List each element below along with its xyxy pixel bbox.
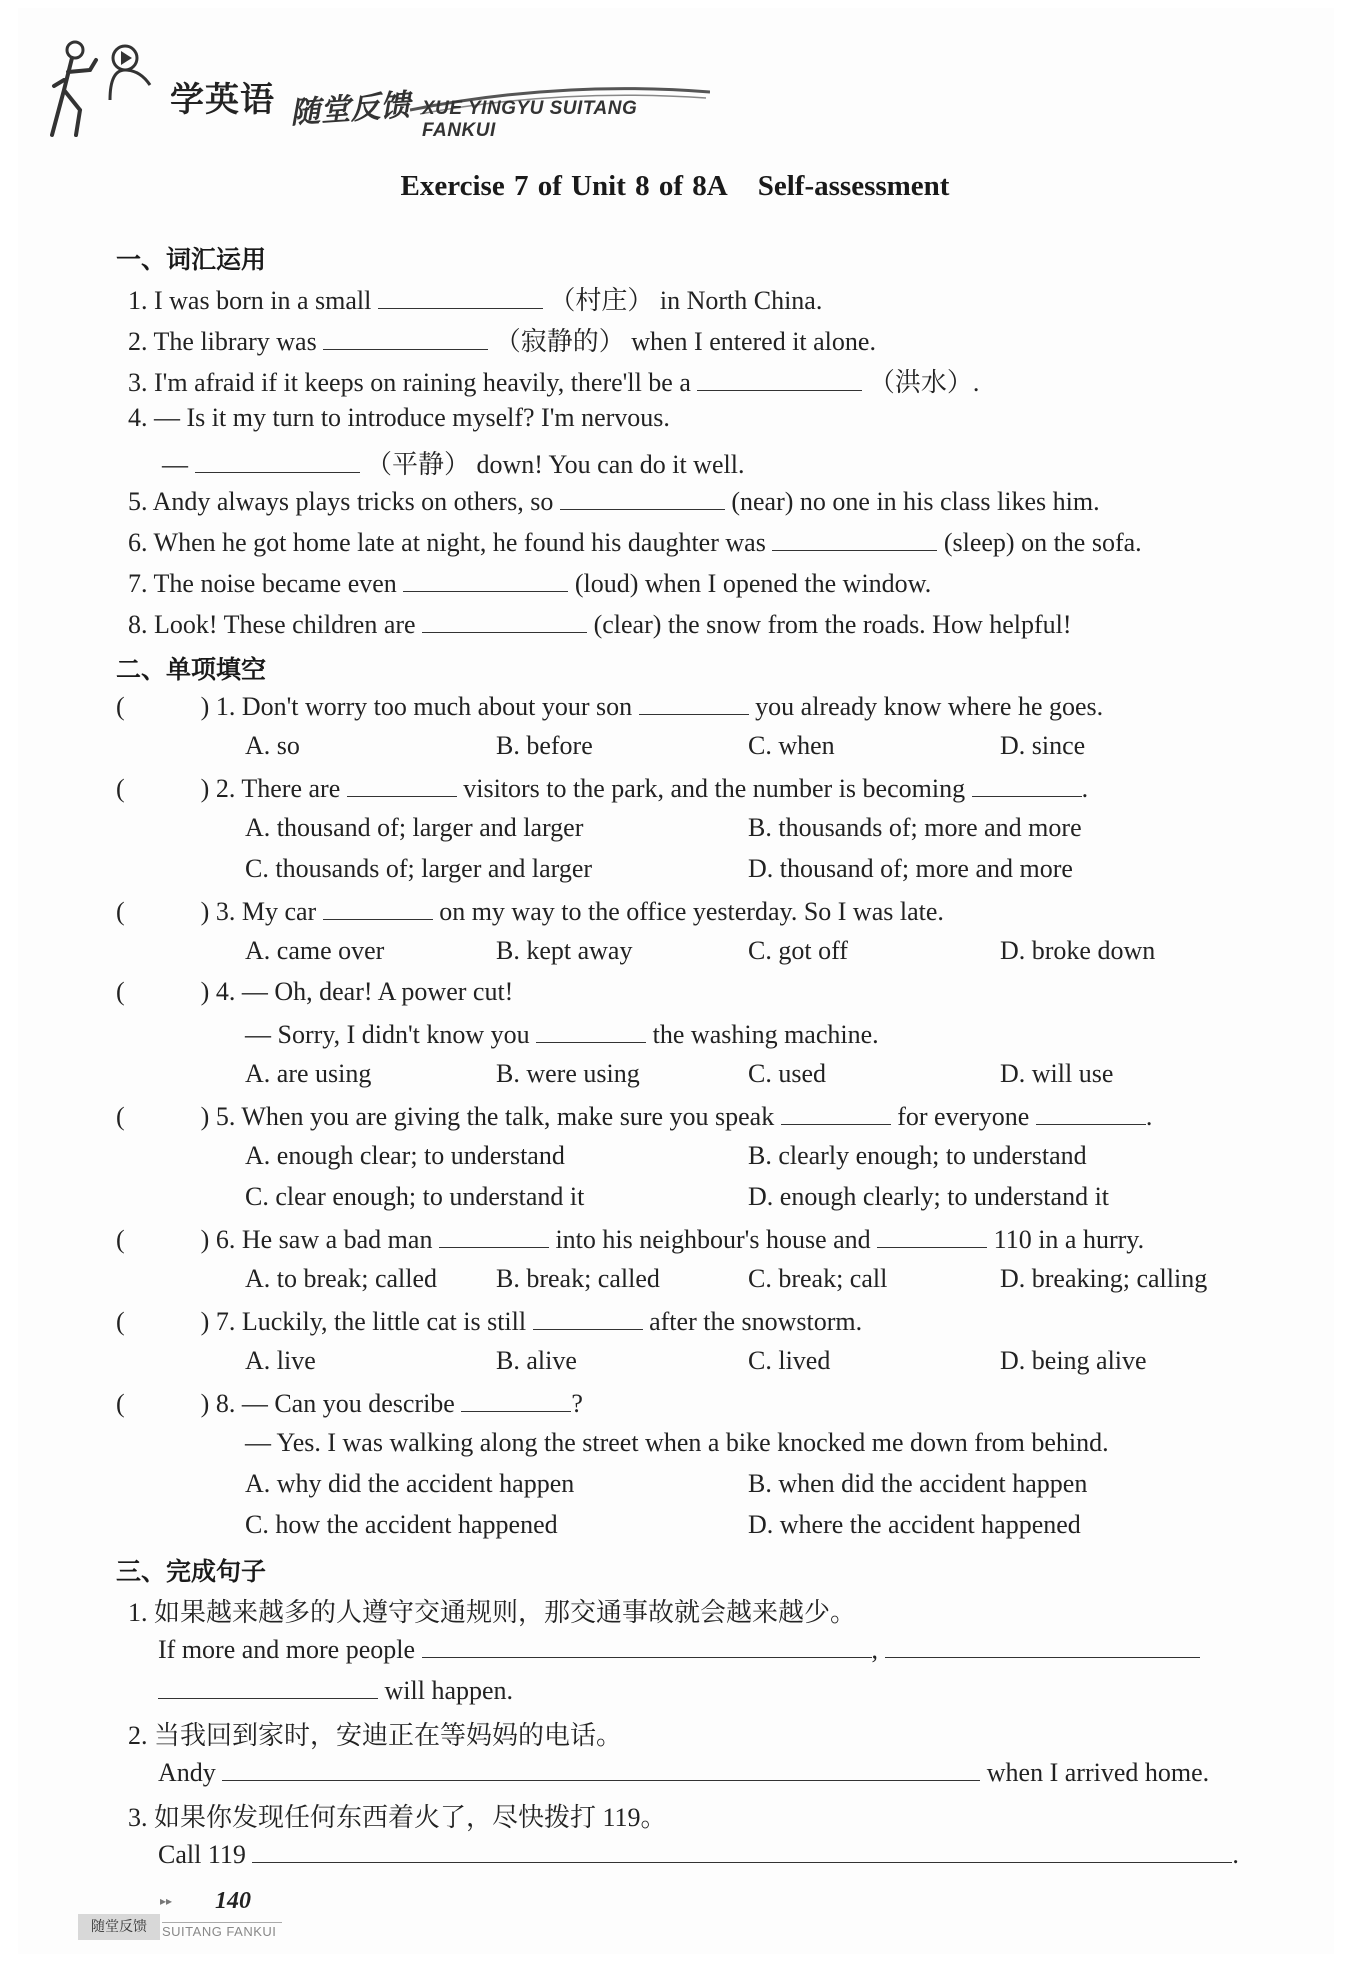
answer-blank[interactable] — [403, 567, 568, 592]
q4-option-c[interactable]: C. used — [748, 1059, 826, 1088]
mc-question-2 — [116, 772, 1088, 804]
s1-item-4-dash: — — [162, 450, 188, 479]
logo-chinese-title: 学英语 — [170, 80, 275, 120]
answer-blank[interactable] — [697, 366, 862, 391]
s1-item-4-reply — [162, 444, 744, 481]
answer-blank[interactable] — [772, 526, 937, 551]
q1-option-c[interactable]: C. when — [748, 731, 835, 760]
s3-s3-suffix: . — [1232, 1840, 1239, 1869]
q2-stem-mid: visitors to the park, and the number is becoming — [463, 774, 966, 803]
q6-option-b[interactable]: B. break; called — [496, 1264, 660, 1293]
q3-option-b[interactable]: B. kept away — [496, 936, 633, 965]
mc-question-5 — [116, 1100, 1152, 1132]
q5-stem-end: . — [1145, 1102, 1153, 1131]
answer-blank[interactable] — [972, 772, 1082, 797]
s1-item-4-text: 4. — Is it my turn to introduce myself? I'm nervous. — [128, 403, 670, 432]
s1-item-3 — [128, 362, 979, 399]
s1-item-4-hint: （平静） — [366, 450, 471, 479]
q1-option-d[interactable]: D. since — [1000, 731, 1086, 760]
q7-stem: 7. Luckily, the little cat is still — [215, 1307, 527, 1336]
s1-item-5-text: 5. Andy always plays tricks on others, so — [128, 487, 554, 516]
q6-stem: 6. He saw a bad man — [215, 1225, 433, 1254]
q7-stem-post: after the snowstorm. — [649, 1307, 863, 1336]
answer-blank[interactable] — [536, 1018, 646, 1043]
answer-paren-close: ) — [200, 1389, 210, 1418]
s3-sentence-3-en — [158, 1838, 1239, 1870]
footer-tag: 随堂反馈 — [78, 1914, 160, 1940]
q1-stem: 1. Don't worry too much about your son — [215, 692, 633, 721]
answer-paren-open[interactable]: ( — [116, 1102, 125, 1131]
answer-blank[interactable] — [158, 1674, 378, 1699]
s3-s2-suffix: when I arrived home. — [986, 1758, 1210, 1787]
answer-blank[interactable] — [885, 1633, 1200, 1658]
s1-item-8 — [128, 608, 1072, 640]
q3-option-d[interactable]: D. broke down — [1000, 936, 1156, 965]
q3-stem-post: on my way to the office yesterday. So I was late. — [439, 897, 944, 926]
q6-stem-mid: into his neighbour's house and — [555, 1225, 871, 1254]
s3-s1-comma: , — [871, 1635, 879, 1664]
mc-question-3 — [116, 895, 944, 927]
answer-blank[interactable] — [1036, 1100, 1146, 1125]
q2-stem: 2. There are — [215, 774, 341, 803]
answer-paren-close: ) — [200, 774, 210, 803]
answer-paren-open[interactable]: ( — [116, 774, 125, 803]
logo-chinese-subtitle: 随堂反馈 — [289, 87, 412, 132]
s1-item-7-text: 7. The noise became even — [128, 569, 397, 598]
q5-option-b[interactable]: B. clearly enough; to understand — [748, 1141, 1087, 1170]
s1-item-7-post: when I opened the window. — [644, 569, 932, 598]
q2-stem-end: . — [1081, 774, 1089, 803]
answer-blank[interactable] — [439, 1223, 549, 1248]
s1-item-3-hint: （洪水）. — [868, 368, 980, 397]
q8-option-d[interactable]: D. where the accident happened — [748, 1510, 1081, 1539]
logo-pinyin: XUE YINGYU SUITANG FANKUI — [422, 98, 638, 141]
title-exercise: Exercise 7 of Unit 8 of 8A — [400, 170, 728, 202]
q6-option-d[interactable]: D. breaking; calling — [1000, 1264, 1208, 1293]
q7-option-d[interactable]: D. being alive — [1000, 1346, 1147, 1375]
s1-item-2-hint: （寂静的） — [494, 327, 625, 356]
s1-item-6-post: on the sofa. — [1021, 528, 1142, 557]
s1-item-1-text: 1. I was born in a small — [128, 286, 372, 315]
page-title — [0, 170, 1350, 203]
q4-option-d[interactable]: D. will use — [1000, 1059, 1114, 1088]
section-1-heading: 一、词汇运用 — [116, 245, 267, 274]
answer-paren-close: ) — [200, 1102, 210, 1131]
q1-option-a[interactable]: A. so — [245, 731, 300, 760]
s3-s1-prefix: If more and more people — [158, 1635, 416, 1664]
mc-question-4 — [116, 977, 513, 1007]
q5-stem: 5. When you are giving the talk, make sure you speak — [215, 1102, 775, 1131]
footer-divider — [162, 1922, 282, 1923]
header-logo — [50, 40, 670, 140]
s1-item-8-post: the snow from the roads. How helpful! — [667, 610, 1072, 639]
q2-option-d[interactable]: D. thousand of; more and more — [748, 854, 1073, 883]
answer-blank[interactable] — [877, 1223, 987, 1248]
section-2-heading: 二、单项填空 — [116, 655, 267, 684]
answer-paren-close: ) — [200, 1225, 210, 1254]
q8-option-c[interactable]: C. how the accident happened — [245, 1510, 558, 1539]
q3-option-c[interactable]: C. got off — [748, 936, 848, 965]
s1-item-4 — [128, 403, 670, 433]
s1-item-2 — [128, 321, 876, 358]
answer-paren-close: ) — [200, 897, 210, 926]
s1-item-3-text: 3. I'm afraid if it keeps on raining heavily, there'll be a — [128, 368, 691, 397]
q8-stem: 8. — Can you describe — [215, 1389, 455, 1418]
s1-item-8-text: 8. Look! These children are — [128, 610, 416, 639]
q5-option-c[interactable]: C. clear enough; to understand it — [245, 1182, 585, 1211]
answer-blank[interactable] — [347, 772, 457, 797]
s1-item-6-text: 6. When he got home late at night, he found his daughter was — [128, 528, 766, 557]
q4-reply — [245, 1018, 879, 1050]
s3-s3-prefix: Call 119 — [158, 1840, 246, 1869]
q3-stem: 3. My car — [215, 897, 317, 926]
answer-paren-open[interactable]: ( — [116, 692, 125, 721]
answer-paren-close: ) — [200, 1307, 210, 1336]
s3-sentence-2-en — [158, 1756, 1209, 1788]
q2-option-c[interactable]: C. thousands of; larger and larger — [245, 854, 593, 883]
answer-paren-open[interactable]: ( — [116, 1389, 125, 1418]
answer-blank[interactable] — [222, 1756, 980, 1781]
footer-subtitle: SUITANG FANKUI — [162, 1924, 277, 1939]
q4-option-a[interactable]: A. are using — [245, 1059, 372, 1088]
s3-sentence-1-en-cont — [158, 1674, 513, 1706]
q6-option-c[interactable]: C. break; call — [748, 1264, 888, 1293]
q4-reply-post: the washing machine. — [652, 1020, 879, 1049]
mc-question-8 — [116, 1387, 583, 1419]
answer-paren-open[interactable]: ( — [116, 897, 125, 926]
title-assessment: Self-assessment — [757, 170, 950, 202]
answer-paren-close: ) — [200, 977, 210, 1006]
q4-stem: 4. — Oh, dear! A power cut! — [215, 977, 514, 1006]
s1-item-7 — [128, 567, 931, 599]
s3-sentence-1-en — [158, 1633, 1200, 1665]
answer-blank[interactable] — [639, 690, 749, 715]
q6-option-a[interactable]: A. to break; called — [245, 1264, 438, 1293]
q2-option-a[interactable]: A. thousand of; larger and larger — [245, 813, 584, 842]
q5-option-d[interactable]: D. enough clearly; to understand it — [748, 1182, 1110, 1211]
answer-blank[interactable] — [560, 485, 725, 510]
s1-item-7-hint: (loud) — [574, 569, 639, 598]
s1-item-4-post: down! You can do it well. — [476, 450, 745, 479]
answer-blank[interactable] — [323, 895, 433, 920]
q1-stem-post: you already know where he goes. — [755, 692, 1104, 721]
q8-option-a[interactable]: A. why did the accident happen — [245, 1469, 575, 1498]
q5-option-a[interactable]: A. enough clear; to understand — [245, 1141, 565, 1170]
answer-blank[interactable] — [378, 284, 543, 309]
s1-item-1 — [128, 280, 822, 317]
q7-option-a[interactable]: A. live — [245, 1346, 316, 1375]
answer-blank[interactable] — [422, 608, 587, 633]
footer-arrows-icon: ▸▸ — [160, 1894, 173, 1908]
s1-item-6 — [128, 526, 1142, 558]
answer-paren-open[interactable]: ( — [116, 1307, 125, 1336]
q5-stem-mid: for everyone — [897, 1102, 1030, 1131]
s1-item-1-hint: （村庄） — [549, 286, 654, 315]
answer-paren-open[interactable]: ( — [116, 977, 125, 1006]
s3-sentence-3-cn: 3. 如果你发现任何东西着火了，尽快拨打 119。 — [128, 1803, 667, 1832]
runner-logo-icon — [50, 40, 170, 140]
answer-blank[interactable] — [422, 1633, 872, 1658]
answer-paren-open[interactable]: ( — [116, 1225, 125, 1254]
answer-blank[interactable] — [781, 1100, 891, 1125]
s1-item-2-post: when I entered it alone. — [631, 327, 876, 356]
section-3-heading: 三、完成句子 — [116, 1557, 267, 1586]
q8-reply: — Yes. I was walking along the street when a bike knocked me down from behind. — [245, 1428, 1109, 1457]
mc-question-7 — [116, 1305, 862, 1337]
s3-sentence-1-cn: 1. 如果越来越多的人遵守交通规则，那交通事故就会越来越少。 — [128, 1598, 857, 1627]
q6-stem-end: 110 in a hurry. — [993, 1225, 1145, 1254]
answer-blank[interactable] — [252, 1838, 1232, 1863]
q8-stem-end: ? — [571, 1389, 583, 1418]
q4-reply-text: — Sorry, I didn't know you — [245, 1020, 530, 1049]
answer-paren-close: ) — [200, 692, 210, 721]
q7-option-b[interactable]: B. alive — [496, 1346, 577, 1375]
answer-blank[interactable] — [195, 448, 360, 473]
s1-item-5-post: no one in his class likes him. — [799, 487, 1100, 516]
q4-option-b[interactable]: B. were using — [496, 1059, 640, 1088]
mc-question-1 — [116, 690, 1103, 722]
q7-option-c[interactable]: C. lived — [748, 1346, 831, 1375]
q2-option-b[interactable]: B. thousands of; more and more — [748, 813, 1082, 842]
q1-option-b[interactable]: B. before — [496, 731, 593, 760]
q8-option-b[interactable]: B. when did the accident happen — [748, 1469, 1088, 1498]
answer-blank[interactable] — [533, 1305, 643, 1330]
mc-question-6 — [116, 1223, 1144, 1255]
s3-s1-suffix: will happen. — [384, 1676, 514, 1705]
s1-item-8-hint: (clear) — [593, 610, 662, 639]
page-number: 140 — [215, 1888, 251, 1914]
s1-item-2-text: 2. The library was — [128, 327, 317, 356]
s1-item-5-hint: (near) — [731, 487, 794, 516]
s3-sentence-2-cn: 2. 当我回到家时，安迪正在等妈妈的电话。 — [128, 1721, 623, 1750]
s1-item-5 — [128, 485, 1100, 517]
s1-item-6-hint: (sleep) — [943, 528, 1015, 557]
q3-option-a[interactable]: A. came over — [245, 936, 385, 965]
answer-blank[interactable] — [461, 1387, 571, 1412]
s3-s2-prefix: Andy — [158, 1758, 216, 1787]
s1-item-1-post: in North China. — [659, 286, 823, 315]
answer-blank[interactable] — [323, 325, 488, 350]
